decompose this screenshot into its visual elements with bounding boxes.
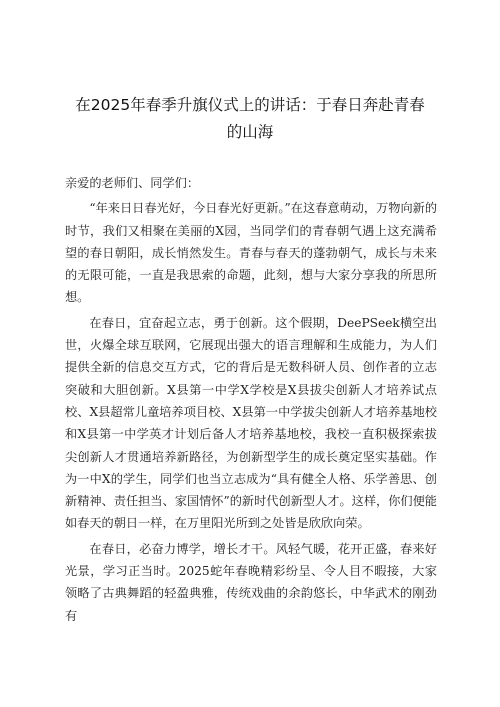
document-title: 在2025年春季升旗仪式上的讲话：于春日奔赴青春的山海 <box>75 96 425 141</box>
greeting: 亲爱的老师们、同学们： <box>65 176 200 190</box>
paragraph-1: “年来日日春光好，今日春光好更新。”在这春意萌动，万物向新的时节，我们又相聚在美丽的X园，当同学们的青春朝气遇上这充满希望的春日朝阳，成长悄然发生。青春与春天的蓬勃朝气，成长与未来的无限可能，一直是我思索的命题，此刻，想与大家分享我的所思所想。 <box>65 201 438 305</box>
document-body <box>65 172 437 630</box>
paragraph-3: 在春日，必奋力博学，增长才干。风轻气暖，花开正盛，春来好光景，学习正当时。2025蛇年春晚精彩纷呈、令人目不暇接，大家领略了古典舞蹈的轻盈典雅，传统戏曲的余韵悠长，中华武术的刚劲有 <box>65 541 437 623</box>
paragraph-2: 在春日，宜奋起立志，勇于创新。这个假期，DeePSeek横空出世，火爆全球互联网，它展现出强大的语言理解和生成能力，为人们提供全新的信息交互方式，它的背后是无数科研人员、创作者的立志突破和大胆创新。X县第一中学X学校是X县拔尖创新人才培养试点校、X县超常儿童培养项目校、X县第一中学拔尖创新人才培养基地校和X县第一中学英才计划后备人才培养基地校，我校一直积极探索拔尖创新人才贯通培养新路径，为创新型学生的成长奠定坚实基础。作为一中X的学生，同学们也当立志成为“具有健全人格、乐学善思、创新精神、责任担当、家国情怀”的新时代创新型人才。这样，你们便能如春天的朝日一样，在万里阳光所到之处皆是欣欣向荣。 <box>65 315 437 531</box>
